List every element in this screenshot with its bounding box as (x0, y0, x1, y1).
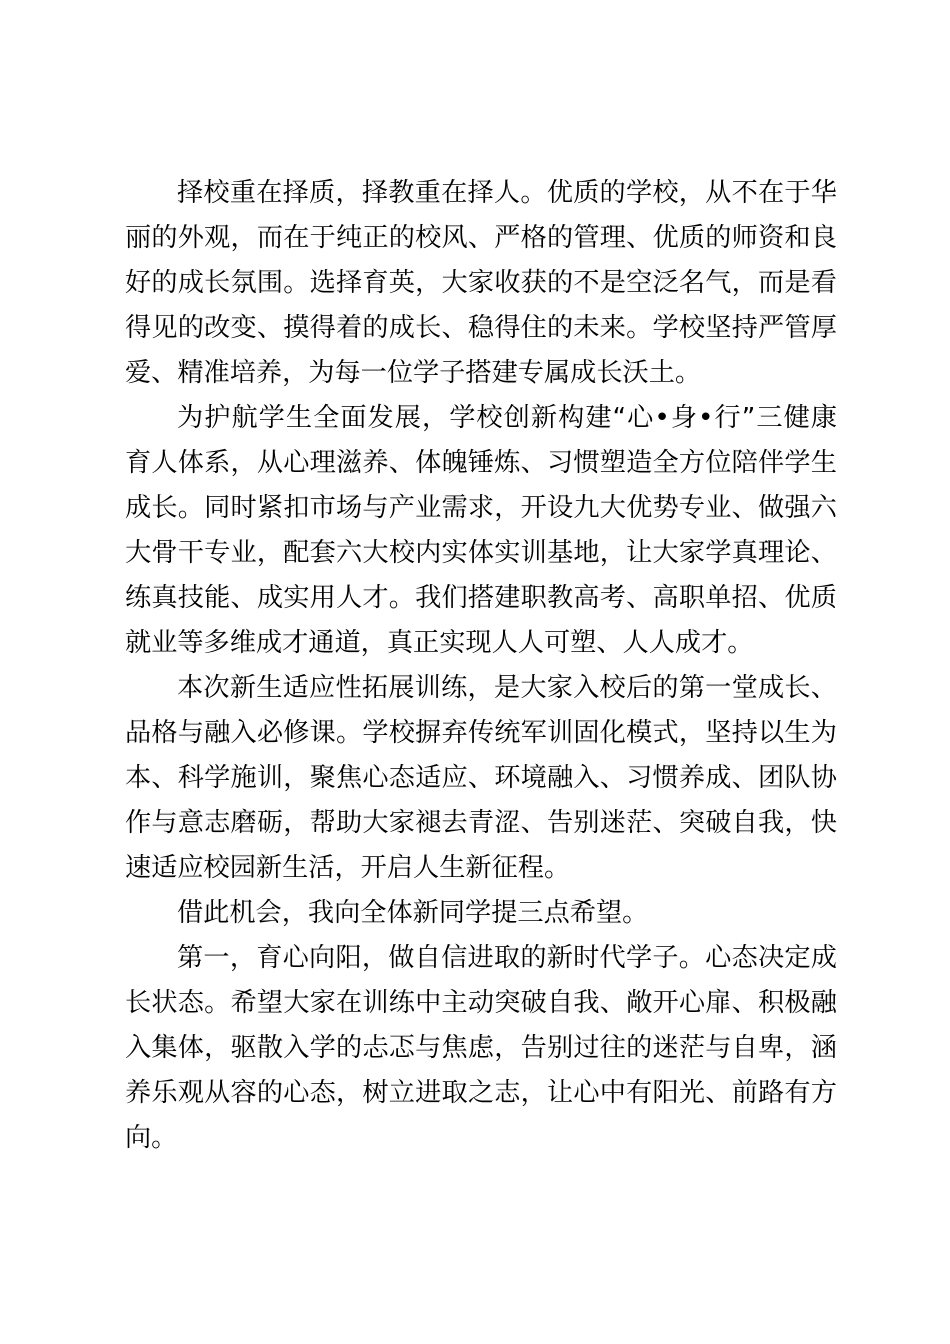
paragraph-orientation-training: 本次新生适应性拓展训练，是大家入校后的第一堂成长、品格与融入必修课。学校摒弃传统军训固化模式，坚持以生为本、科学施训，聚焦心态适应、环境融入、习惯养成、团队协作与意志磨砺，帮助大家褪去青涩、告别迷茫、突破自我，快速适应校园新生活，开启人生新征程。 (125, 673, 837, 883)
paragraph-three-hopes-intro: 借此机会，我向全体新同学提三点希望。 (177, 898, 649, 928)
paragraph-school-choice: 择校重在择质，择教重在择人。优质的学校，从不在于华丽的外观，而在于纯正的校风、严格的管理、优质的师资和良好的成长氛围。选择育英，大家收获的不是空泛名气，而是看得见的改变、摸得着的成长、稳得住的未来。学校坚持严管厚爱、精准培养，为每一位学子搭建专属成长沃土。 (125, 178, 837, 388)
paragraph-first-hope: 第一，育心向阳，做自信进取的新时代学子。心态决定成长状态。希望大家在训练中主动突破自我、敞开心扉、积极融入集体，驱散入学的忐忑与焦虑，告别过往的迷茫与自卑，涵养乐观从容的心态，树立进取之志，让心中有阳光、前路有方向。 (125, 943, 837, 1153)
speech-body (125, 171, 837, 1161)
paragraph-education-system: 为护航学生全面发展，学校创新构建“心•身•行”三健康育人体系，从心理滋养、体魄锤炼、习惯塑造全方位陪伴学生成长。同时紧扣市场与产业需求，开设九大优势专业、做强六大骨干专业，配套六大校内实体实训基地，让大家学真理论、练真技能、成实用人才。我们搭建职教高考、高职单招、优质就业等多维成才通道，真正实现人人可塑、人人成才。 (125, 403, 837, 658)
